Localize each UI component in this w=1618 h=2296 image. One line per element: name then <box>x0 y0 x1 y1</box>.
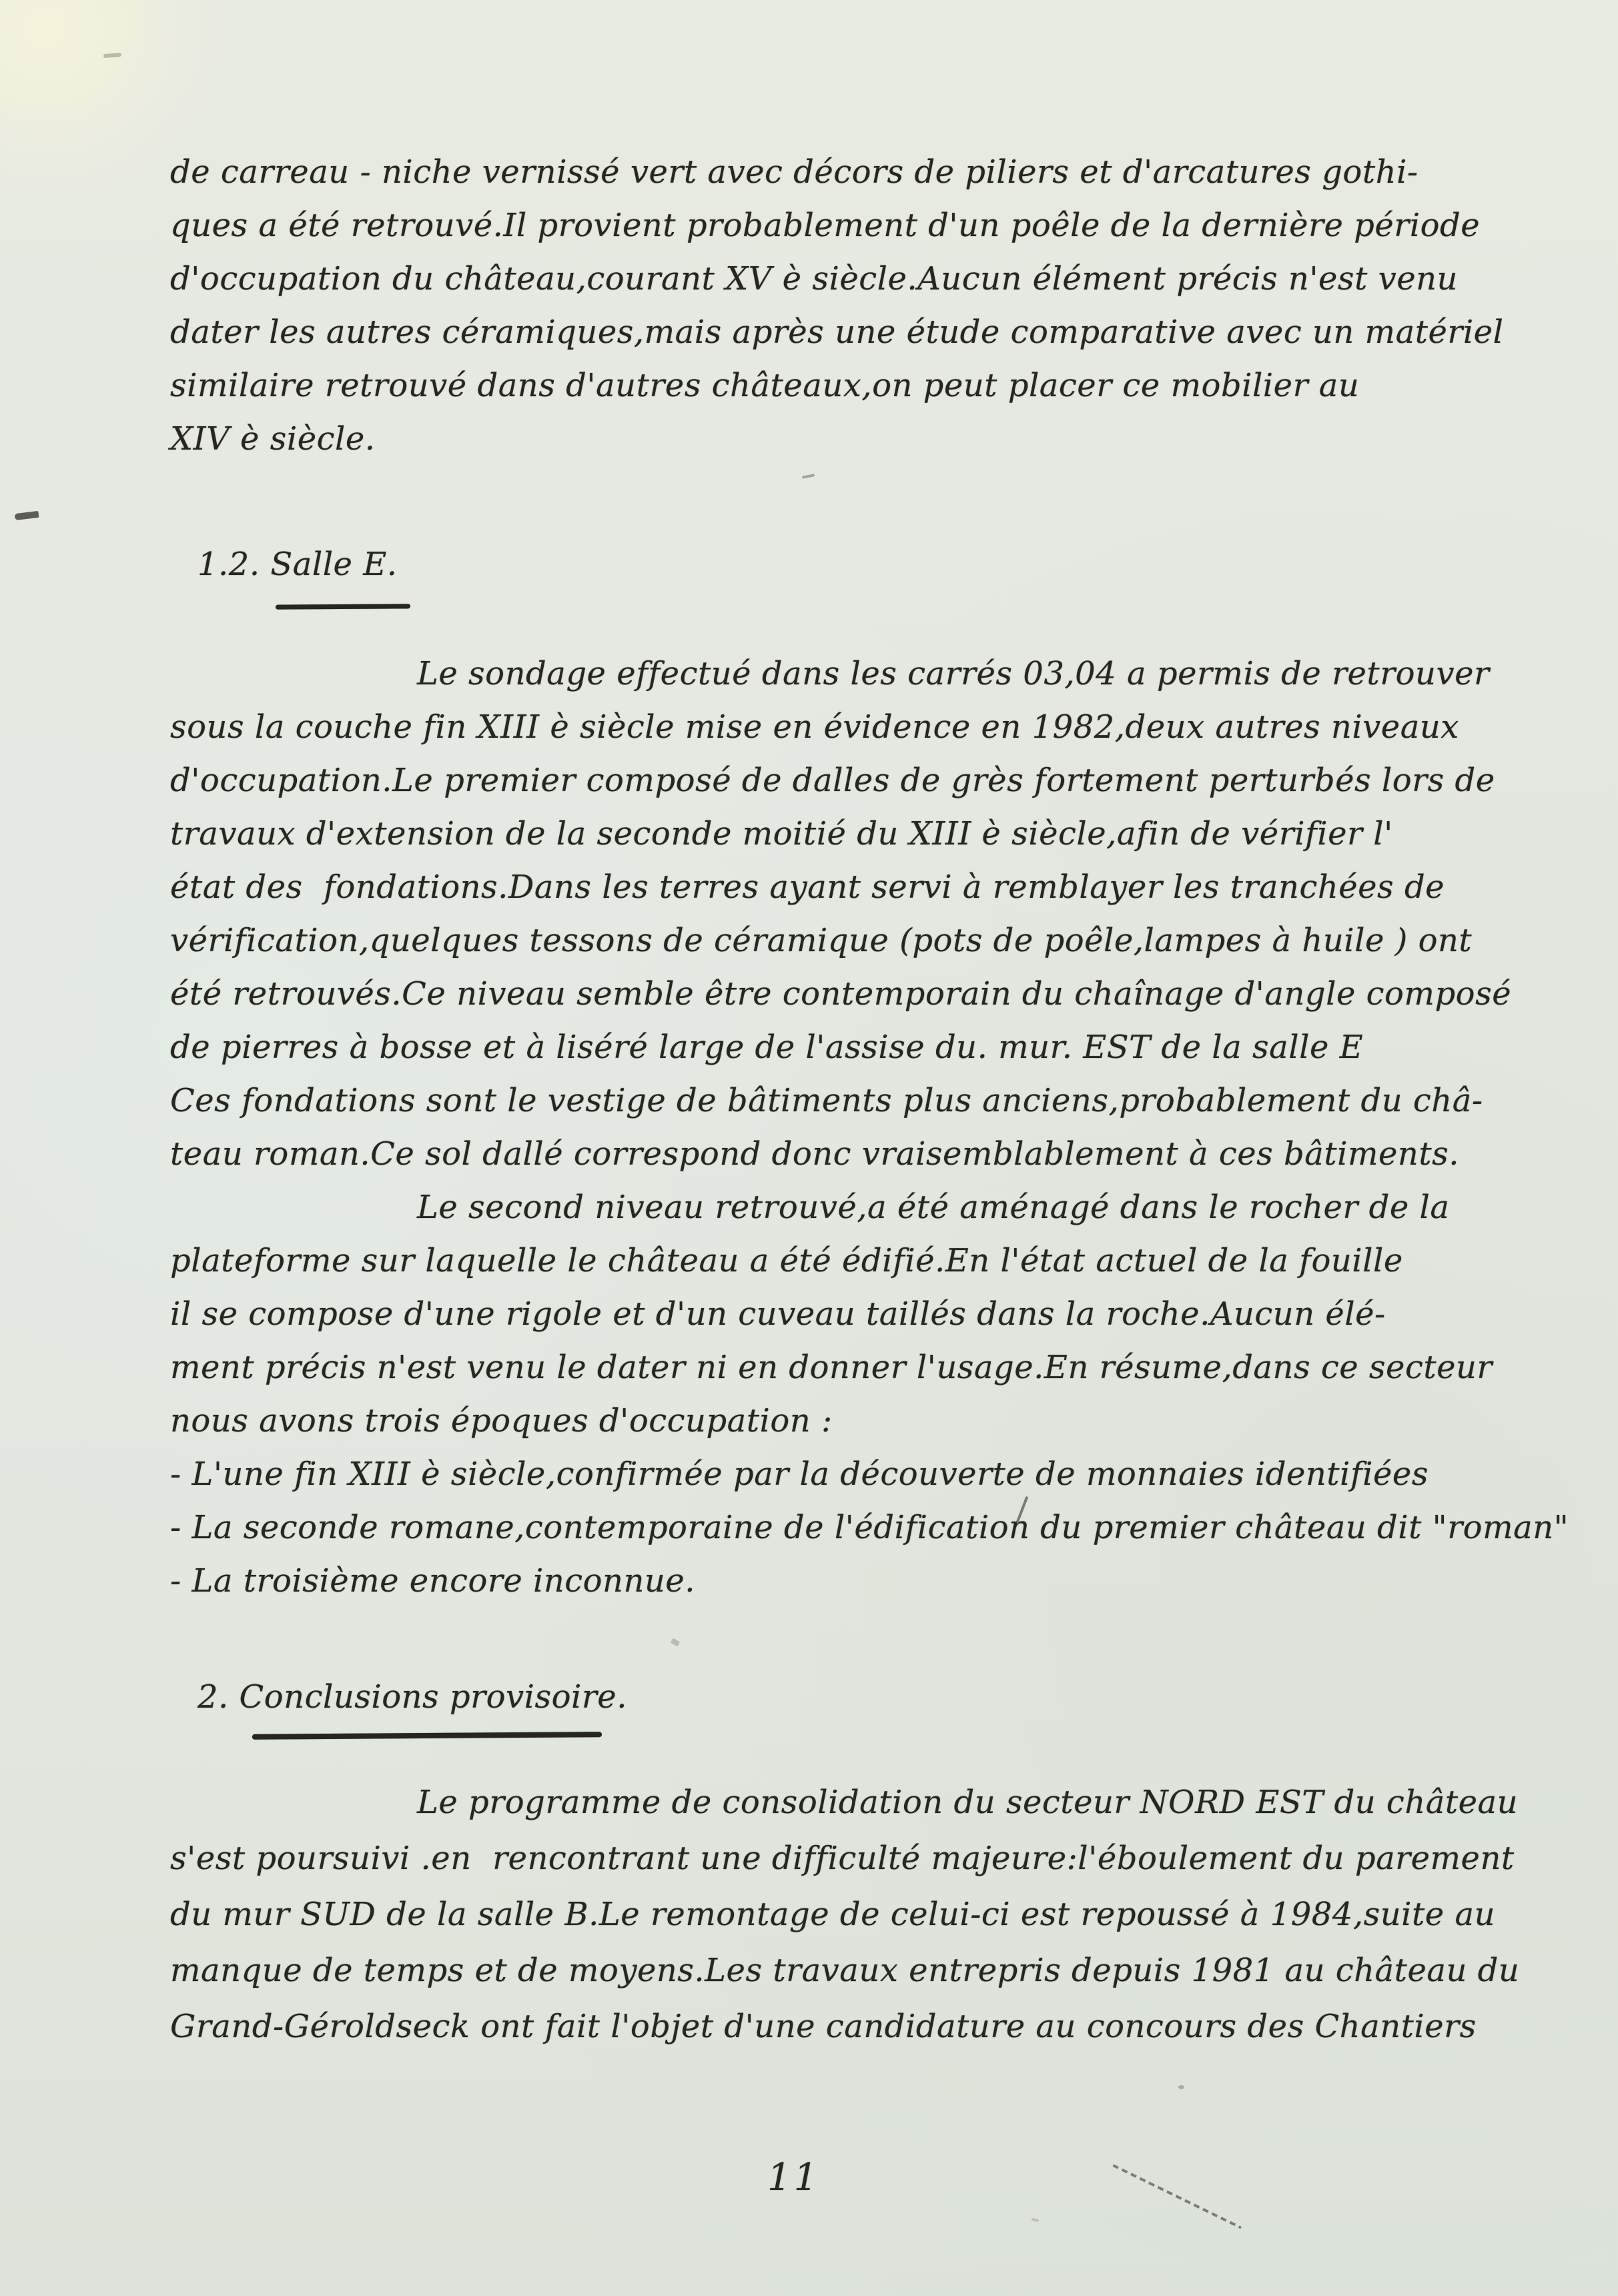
text-line: - La seconde romane,contemporaine de l'édification du premier château dit "roman" <box>170 1509 1569 1546</box>
margin-pen-tick-mark <box>15 511 39 520</box>
text-line: plateforme sur laquelle le château a été édifié.En l'état actuel de la fouille <box>170 1242 1403 1279</box>
text-line: état des fondations.Dans les terres ayant servi à remblayer les tranchées de <box>170 869 1445 906</box>
text-line: similaire retrouvé dans d'autres châteaux,on peut placer ce mobilier au <box>170 367 1360 404</box>
faint-pencil-tick-mark <box>671 1638 680 1647</box>
text-line: d'occupation du château,courant XV è siècle.Aucun élément précis n'est venu <box>170 260 1458 298</box>
paragraph-conclusions <box>170 1774 1519 2055</box>
section-heading-2-conclusions: 2. Conclusions provisoire. <box>197 1678 627 1716</box>
text-line: teau roman.Ce sol dallé correspond donc vraisemblablement à ces bâtiments. <box>170 1135 1459 1173</box>
text-line: vérification,quelques tessons de céramique (pots de poêle,lampes à huile ) ont <box>170 922 1473 959</box>
text-line: d'occupation.Le premier composé de dalles de grès fortement perturbés lors de <box>170 762 1495 799</box>
faint-pencil-dash-mark <box>802 474 815 479</box>
faint-pencil-dot-mark <box>1178 2085 1184 2089</box>
text-line: - L'une fin XIII è siècle,confirmée par la découverte de monnaies identifiées <box>170 1456 1429 1493</box>
heading-underline <box>252 1732 602 1740</box>
text-line: s'est poursuivi .en rencontrant une difficulté majeure:l'éboulement du parement <box>170 1840 1515 1877</box>
text-line: ques a été retrouvé.Il provient probablement d'un poêle de la dernière période <box>170 207 1481 244</box>
page-number: 11 <box>767 2156 821 2199</box>
text-line: sous la couche fin XIII è siècle mise en évidence en 1982,deux autres niveaux <box>170 708 1459 746</box>
text-line: Le programme de consolidation du secteur NORD EST du château <box>417 1784 1519 1821</box>
heading-underline <box>276 604 410 609</box>
paragraph-second-niveau <box>170 1181 1569 1608</box>
text-line: Ces fondations sont le vestige de bâtiments plus anciens,probablement du châ- <box>170 1082 1483 1119</box>
paragraph-sondage <box>170 647 1511 1181</box>
text-line: XIV è siècle. <box>170 420 376 458</box>
pencil-diagonal-stroke <box>1112 2164 1242 2229</box>
text-line: Grand-Géroldseck ont fait l'objet d'une candidature au concours des Chantiers <box>170 2008 1477 2045</box>
text-line: il se compose d'une rigole et d'un cuveau taillés dans la roche.Aucun élé- <box>170 1295 1386 1333</box>
faint-pencil-dash-mark <box>1032 2218 1040 2223</box>
paragraph-continued-from-previous-page <box>170 145 1503 466</box>
text-line: ment précis n'est venu le dater ni en donner l'usage.En résume,dans ce secteur <box>170 1349 1493 1386</box>
pencil-smudge-mark <box>103 53 121 58</box>
text-line: de carreau - niche vernissé vert avec décors de piliers et d'arcatures gothi- <box>170 153 1419 191</box>
text-line: du mur SUD de la salle B.Le remontage de celui-ci est repoussé à 1984,suite au <box>170 1896 1495 1933</box>
text-line: Le sondage effectué dans les carrés 03,04 a permis de retrouver <box>417 655 1490 692</box>
text-line: dater les autres céramiques,mais après une étude comparative avec un matériel <box>170 314 1504 351</box>
text-line: manque de temps et de moyens.Les travaux entrepris depuis 1981 au château du <box>170 1952 1520 1989</box>
text-line: été retrouvés.Ce niveau semble être contemporain du chaînage d'angle composé <box>170 975 1512 1013</box>
section-heading-1-2-salle-e: 1.2. Salle E. <box>197 546 398 583</box>
text-line: - La troisième encore inconnue. <box>170 1562 695 1600</box>
text-line: nous avons trois époques d'occupation : <box>170 1402 833 1440</box>
text-line: travaux d'extension de la seconde moitié du XIII è siècle,afin de vérifier l' <box>170 815 1393 852</box>
text-line: Le second niveau retrouvé,a été aménagé dans le rocher de la <box>417 1189 1450 1226</box>
text-line: de pierres à bosse et à liséré large de l'assise du. mur. EST de la salle E <box>170 1029 1364 1066</box>
